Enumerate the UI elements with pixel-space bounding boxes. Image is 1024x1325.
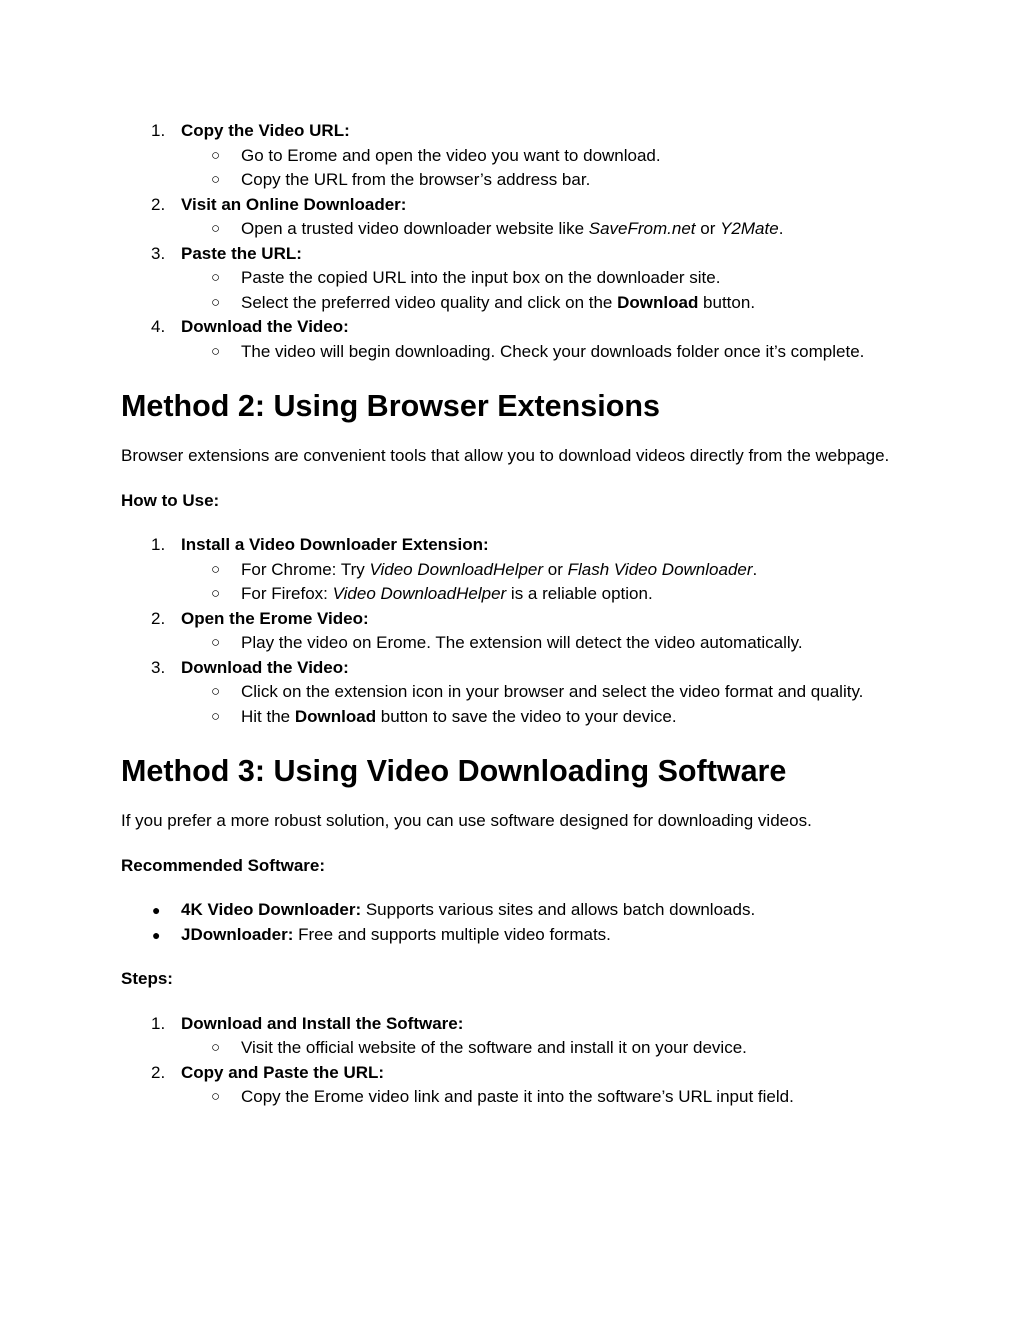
- recommended-software-label: Recommended Software:: [121, 855, 326, 875]
- step-title: Visit an Online Downloader:: [181, 194, 407, 214]
- hollow-bullet-icon: ○: [211, 220, 221, 237]
- hollow-bullet-icon: ○: [211, 342, 221, 360]
- step-number: 2.: [151, 1062, 166, 1082]
- step-number: 1.: [151, 1013, 166, 1033]
- hollow-bullet-icon: ○: [211, 707, 221, 725]
- text-run: For Chrome: Try: [241, 559, 370, 579]
- sub-step: [121, 1085, 901, 1110]
- sub-step-text: [241, 707, 677, 726]
- sub-step: [121, 340, 901, 365]
- sub-step-text: [241, 170, 590, 189]
- software-description: Free and supports multiple video formats.: [293, 924, 611, 944]
- numbered-step: [121, 315, 901, 340]
- numbered-step: [121, 119, 901, 144]
- text-run: Copy the URL from the browser’s address bar.: [241, 170, 591, 189]
- sub-step: [121, 144, 901, 169]
- software-list: [121, 898, 901, 947]
- bullet-icon: ●: [152, 902, 161, 918]
- sub-step: [121, 705, 901, 730]
- text-run: Open a trusted video downloader website like: [241, 219, 589, 238]
- sub-step-text: [241, 682, 863, 701]
- text-run: The video will begin downloading. Check your downloads folder once it’s complete.: [241, 341, 865, 361]
- step-number: 1.: [151, 121, 166, 140]
- method-3-heading: Method 3: Using Video Downloading Software: [121, 754, 787, 788]
- hollow-bullet-icon: ○: [211, 1039, 221, 1056]
- sub-step: [121, 582, 901, 607]
- step-title: Paste the URL:: [181, 243, 302, 263]
- italic-term: SaveFrom.net: [588, 219, 696, 238]
- numbered-step: [121, 533, 901, 558]
- sub-step-text: [241, 219, 783, 238]
- hollow-bullet-icon: ○: [211, 1088, 221, 1105]
- hollow-bullet-icon: ○: [211, 634, 221, 651]
- step-number: 4.: [151, 317, 166, 336]
- step-number: 1.: [151, 535, 166, 554]
- numbered-step: [121, 242, 901, 267]
- text-run: or: [695, 219, 721, 238]
- steps-list-software: [121, 1012, 901, 1110]
- text-run: For Firefox:: [241, 584, 333, 603]
- numbered-step: [121, 1061, 901, 1086]
- text-run: Copy the Erome video link and paste it into the software’s URL input field.: [241, 1087, 794, 1106]
- sub-step: [121, 1036, 901, 1061]
- step-title: Copy the Video URL:: [181, 121, 350, 140]
- numbered-step: [121, 193, 901, 218]
- sub-step: [121, 217, 901, 242]
- steps-label: Steps:: [121, 969, 173, 988]
- text-run: Hit the: [241, 706, 295, 726]
- sub-step-text: [241, 342, 864, 361]
- sub-step-text: [241, 584, 653, 603]
- italic-term: Video DownloadHelper: [369, 559, 544, 579]
- step-number: 2.: [151, 194, 166, 214]
- hollow-bullet-icon: ○: [211, 683, 221, 700]
- text-run: button.: [698, 292, 756, 312]
- method-2-intro: Browser extensions are convenient tools that allow you to download videos directly from the webpage.: [121, 446, 890, 465]
- sub-step: [121, 168, 901, 193]
- step-title: Install a Video Downloader Extension:: [181, 535, 489, 554]
- numbered-step: [121, 1012, 901, 1037]
- text-run: or: [543, 559, 568, 579]
- numbered-step: [121, 607, 901, 632]
- sub-step-text: [241, 633, 803, 652]
- sub-step-text: [241, 560, 757, 579]
- sub-step: [121, 558, 901, 583]
- method-2-heading: Method 2: Using Browser Extensions: [121, 389, 660, 423]
- bullet-icon: ●: [152, 926, 161, 943]
- software-description: Supports various sites and allows batch downloads.: [361, 900, 756, 919]
- sub-step: [121, 680, 901, 705]
- hollow-bullet-icon: ○: [211, 171, 221, 188]
- text-run: Paste the copied URL into the input box on the downloader site.: [241, 268, 721, 287]
- steps-list-online-downloader: [121, 119, 901, 364]
- sub-step: [121, 631, 901, 656]
- text-run: Play the video on Erome. The extension will detect the video automatically.: [241, 633, 803, 652]
- text-run: Click on the extension icon in your browser and select the video format and quality.: [241, 682, 864, 701]
- step-title: Download the Video:: [181, 657, 349, 677]
- steps-list-browser-extensions: [121, 533, 901, 729]
- text-run: .: [778, 219, 784, 238]
- hollow-bullet-icon: ○: [211, 585, 221, 602]
- hollow-bullet-icon: ○: [211, 146, 221, 164]
- how-to-use-label: How to Use:: [121, 490, 220, 510]
- numbered-step: [121, 656, 901, 681]
- sub-step-text: [241, 1087, 794, 1106]
- sub-step: [121, 291, 901, 316]
- italic-term: Flash Video Downloader: [567, 559, 753, 579]
- step-number: 2.: [151, 608, 166, 628]
- text-run: Go to Erome and open the video you want to download.: [241, 145, 661, 165]
- software-item: [121, 923, 901, 948]
- text-run: is a reliable option.: [506, 584, 653, 603]
- sub-step-text: [241, 146, 661, 165]
- hollow-bullet-icon: ○: [211, 269, 221, 286]
- bold-term: Download: [617, 292, 699, 312]
- text-run: Visit the official website of the software and install it on your device.: [241, 1038, 747, 1057]
- step-title: Download and Install the Software:: [181, 1013, 464, 1033]
- text-run: Select the preferred video quality and click on the: [241, 292, 618, 312]
- sub-step-text: [241, 1038, 747, 1057]
- software-name: 4K Video Downloader:: [181, 900, 362, 919]
- step-title: Open the Erome Video:: [181, 608, 369, 628]
- italic-term: Video DownloadHelper: [332, 584, 507, 603]
- sub-step-text: [241, 268, 720, 287]
- bold-term: Download: [294, 706, 377, 726]
- step-title: Download the Video:: [181, 317, 349, 336]
- software-item: [121, 898, 901, 923]
- step-number: 3.: [151, 657, 166, 677]
- method-3-intro: If you prefer a more robust solution, you can use software designed for downloading videos.: [121, 811, 812, 830]
- text-run: button to save the video to your device.: [376, 706, 677, 726]
- document-page: [121, 119, 901, 1110]
- software-name: JDownloader:: [181, 924, 294, 944]
- step-number: 3.: [151, 243, 166, 263]
- sub-step: [121, 266, 901, 291]
- hollow-bullet-icon: ○: [211, 293, 221, 311]
- text-run: .: [752, 559, 758, 579]
- italic-term: Y2Mate: [720, 219, 779, 238]
- step-title: Copy and Paste the URL:: [181, 1062, 385, 1082]
- hollow-bullet-icon: ○: [211, 560, 221, 578]
- sub-step-text: [241, 293, 755, 312]
